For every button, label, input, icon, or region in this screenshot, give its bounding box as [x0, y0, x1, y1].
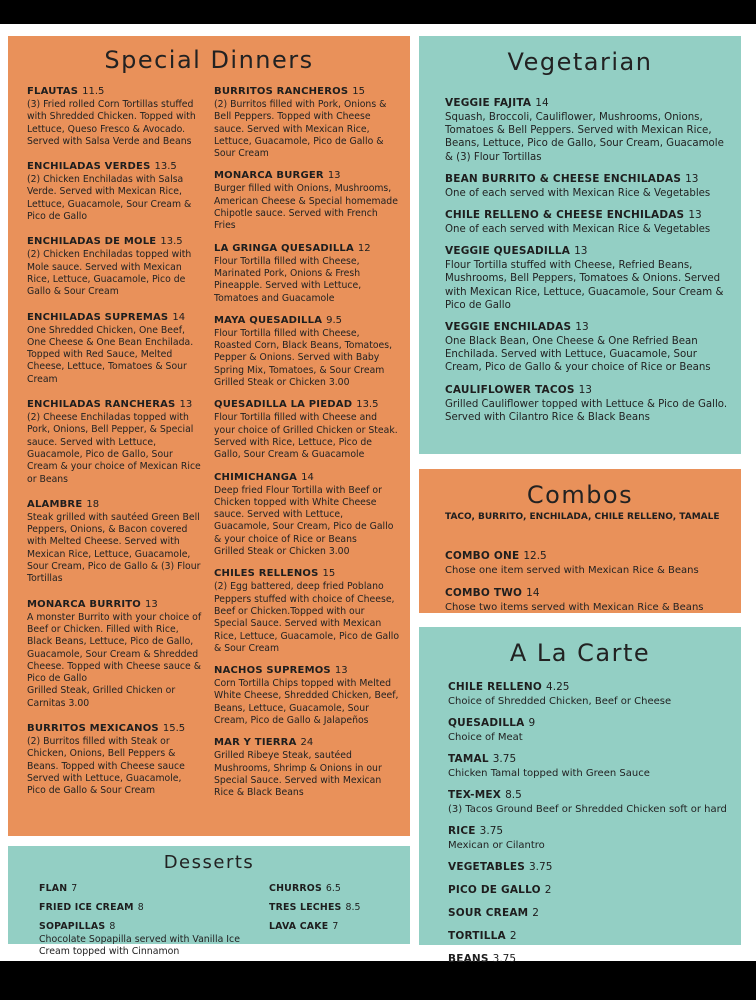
- combos-subtitle: TACO, BURRITO, ENCHILADA, CHILE RELLENO, TAMALE: [445, 512, 720, 522]
- vegetarian-panel: [419, 36, 741, 454]
- item-description: Flour Tortilla stuffed with Cheese, Refried Beans, Mushrooms, Bell Peppers, Tomatoes & Onions. Served with Mexican Rice, Lettuce, Guacamole, Sour Cream & Pico de Gallo: [445, 260, 724, 311]
- menu-item-tres-leches: [269, 897, 399, 915]
- item-price: 13.5: [154, 161, 177, 173]
- desserts-right-column: [269, 878, 399, 935]
- menu-item-enchiladas-supremas: [27, 307, 203, 386]
- item-extra: Grilled Steak or Chicken 3.00: [214, 546, 350, 558]
- item-price: 2: [532, 907, 539, 919]
- menu-item-cauliflower-tacos: [445, 380, 729, 424]
- menu-item-monarca-burrito: [27, 594, 203, 710]
- alacarte-panel: [419, 627, 741, 965]
- item-extra: Grilled Steak, Grilled Chicken or Carnitas 3.00: [27, 685, 176, 709]
- menu-item-veggie-enchiladas: [445, 317, 729, 375]
- special-right-column: [214, 81, 400, 804]
- item-name: BURRITOS RANCHEROS: [214, 86, 349, 97]
- menu-item-tex-mex: [448, 785, 732, 816]
- item-name: CHILE RELLENO & CHEESE ENCHILADAS: [445, 209, 685, 222]
- menu-item-monarca-burger: [214, 165, 400, 232]
- item-description: Corn Tortilla Chips topped with Melted White Cheese, Shredded Chicken, Beef, Beans, Lettuce, Guacamole, Sour Cream, Pico de Gallo & Jalapeños: [214, 678, 399, 726]
- item-description: Burger filled with Onions, Mushrooms, American Cheese & Special homemade Chipotle sauce. Served with French Fries: [214, 183, 398, 232]
- menu-item-flan: [39, 878, 249, 896]
- item-price: 13: [685, 172, 699, 185]
- item-name: MAR Y TIERRA: [214, 737, 297, 749]
- item-name: TAMAL: [448, 753, 489, 765]
- menu-item-combo-two: [445, 583, 729, 614]
- item-name: QUESADILLA LA PIEDAD: [214, 399, 353, 411]
- item-price: 13: [578, 383, 592, 396]
- item-description: (2) Burritos filled with Pork, Onions & Bell Peppers. Topped with Cheese sauce. Served with Mexican Rice, Lettuce, Guacamole, Pico de Gallo & Sour Cream: [214, 99, 387, 160]
- item-description: One Black Bean, One Cheese & One Refried Bean Enchilada. Served with Lettuce, Guacamole, Sour Cream, Pico de Gallo & your choice of Rice or Beans: [445, 336, 711, 374]
- special-dinners-panel: [8, 36, 410, 836]
- item-name: CAULIFLOWER TACOS: [445, 383, 575, 396]
- item-name: ENCHILADAS RANCHERAS: [27, 399, 176, 411]
- item-price: 15: [352, 86, 365, 97]
- item-description: Squash, Broccoli, Cauliflower, Mushrooms, Onions, Tomatoes & Bell Peppers. Served with Mexican Rice, Beans, Lettuce, Pico de Gallo, Sour Cream, Guacamole & (3) Flour Tortillas: [445, 112, 724, 163]
- item-description: Flour Tortilla filled with Cheese, Roasted Corn, Black Beans, Tomatoes, Pepper & Onions. Served with Baby Spring Mix, Tomatoes, & Sour Cream: [214, 327, 393, 376]
- item-price: 6.5: [325, 883, 341, 894]
- item-price: 12.5: [523, 550, 547, 562]
- item-description: Flour Tortilla filled with Cheese and your choice of Grilled Chicken or Steak. Served with Rice, Lettuce, Pico de Gallo, Sour Cream & Guacamole: [214, 412, 398, 461]
- item-price: 8: [109, 921, 116, 932]
- menu-item-tamal: [448, 749, 732, 780]
- menu-item-chiles-rellenos: [214, 563, 400, 655]
- item-price: 2: [544, 884, 552, 896]
- item-description: (2) Chicken Enchiladas with Salsa Verde. Served with Mexican Rice, Lettuce, Guacamole, Sour Cream & Pico de Gallo: [27, 174, 192, 223]
- item-price: 2: [509, 930, 517, 942]
- item-price: 3.75: [492, 953, 517, 965]
- menu-item-sour-cream: [448, 903, 732, 921]
- item-description: (2) Chicken Enchiladas topped with Mole sauce. Served with Mexican Rice, Lettuce, Guacamole, Pico de Gallo & Sour Cream: [27, 249, 192, 298]
- vegetarian-title: Vegetarian: [507, 48, 653, 76]
- desserts-panel: [8, 846, 410, 958]
- item-description: (3) Tacos Ground Beef or Shredded Chicken soft or hard: [448, 804, 727, 815]
- item-price: 13: [327, 170, 341, 182]
- item-description: (2) Burritos filled with Steak or Chicken, Onions, Bell Peppers & Beans. Topped with Cheese sauce Served with Lettuce, Guacamole, Pico de Gallo & Sour Cream: [27, 735, 185, 797]
- item-price: 13: [179, 399, 193, 411]
- menu-item-quesadilla-la-piedad: [214, 394, 400, 461]
- item-price: 15: [322, 568, 336, 580]
- item-description: Deep fried Flour Tortilla with Beef or Chicken topped with White Cheese sauce. Served with Lettuce, Guacamole, Sour Cream, Pico de Gallo & your choice of Rice or Beans: [214, 484, 394, 545]
- menu-item-lava-cake: [269, 916, 399, 934]
- item-description: Choice of Meat: [448, 732, 523, 743]
- item-name: CHURROS: [269, 883, 322, 894]
- item-name: CHILE RELLENO: [448, 681, 543, 693]
- item-price: 9: [528, 717, 536, 729]
- menu-item-tortilla: [448, 926, 732, 944]
- menu-item-rice: [448, 821, 732, 852]
- item-name: BEANS: [448, 953, 489, 965]
- menu-item-chile-relleno-cheese-enchiladas: [445, 205, 729, 236]
- item-name: ENCHILADAS SUPREMAS: [27, 311, 169, 323]
- menu-item-beans: [448, 949, 732, 967]
- item-price: 13: [575, 321, 589, 334]
- item-name: VEGGIE ENCHILADAS: [445, 321, 572, 334]
- item-price: 14: [535, 97, 549, 109]
- item-description: One of each served with Mexican Rice & Vegetables: [445, 224, 711, 236]
- item-price: 12: [357, 242, 371, 254]
- item-price: 8: [137, 902, 144, 913]
- item-name: NACHOS SUPREMOS: [214, 665, 331, 677]
- combos-title: Combos: [526, 481, 634, 509]
- item-name: VEGETABLES: [448, 861, 525, 873]
- item-name: SOUR CREAM: [448, 907, 529, 919]
- menu-item-sopapillas: [39, 916, 249, 959]
- item-price: 13: [574, 245, 588, 258]
- menu-item-chimichanga: [214, 467, 400, 559]
- item-description: Mexican or Cilantro: [448, 840, 545, 851]
- menu-item-bean-burrito-cheese-enchiladas: [445, 169, 729, 200]
- item-name: FLAUTAS: [27, 86, 79, 97]
- item-description: Chose one item served with Mexican Rice & Beans: [445, 565, 699, 576]
- item-price: 9.5: [326, 314, 343, 326]
- item-price: 14: [301, 471, 314, 483]
- menu-item-alambre: [27, 494, 203, 586]
- item-name: MAYA QUESADILLA: [214, 314, 323, 326]
- item-name: CHIMICHANGA: [214, 471, 298, 483]
- item-name: TRES LECHES: [269, 902, 342, 913]
- item-price: 24: [300, 737, 314, 749]
- item-price: 13: [688, 209, 702, 222]
- menu-item-quesadilla: [448, 713, 732, 744]
- item-name: BEAN BURRITO & CHEESE ENCHILADAS: [445, 172, 682, 185]
- item-price: 13.5: [356, 399, 379, 411]
- menu-item-mar-y-tierra: [214, 732, 400, 799]
- item-price: 8.5: [345, 902, 361, 913]
- item-description: Chose two items served with Mexican Rice & Beans: [445, 602, 704, 613]
- alacarte-title: A La Carte: [509, 639, 651, 667]
- menu-item-la-gringa-quesadilla: [214, 238, 400, 305]
- item-name: MONARCA BURRITO: [27, 598, 142, 610]
- item-description: (2) Cheese Enchiladas topped with Pork, Onions, Bell Pepper, & Special sauce. Served with Lettuce, Guacamole, Pico de Gallo, Sour Cream & your choice of Mexican Rice or Beans: [27, 412, 201, 485]
- item-description: Grilled Cauliflower topped with Lettuce & Pico de Gallo. Served with Cilantro Rice & Black Beans: [445, 398, 728, 423]
- item-price: 14: [172, 311, 186, 323]
- item-description: Flour Tortilla filled with Cheese, Marinated Pork, Onions & Fresh Pineapple. Served with Lettuce, Tomatoes and Guacamole: [214, 255, 362, 304]
- item-description: Grilled Ribeye Steak, sautéed Mushrooms, Shrimp & Onions in our Special Sauce. Served with Mexican Rice & Black Beans: [214, 750, 382, 799]
- combos-list: [445, 546, 729, 620]
- item-description: Chocolate Sopapilla served with Vanilla Ice Cream topped with Cinnamon: [39, 934, 240, 958]
- item-price: 14: [526, 587, 540, 599]
- item-name: ALAMBRE: [27, 498, 83, 510]
- item-name: TORTILLA: [448, 930, 506, 942]
- item-name: ENCHILADAS VERDES: [27, 161, 151, 173]
- menu-item-churros: [269, 878, 399, 896]
- menu-item-enchiladas-rancheras: [27, 394, 203, 486]
- item-name: SOPAPILLAS: [39, 921, 106, 932]
- menu-sheet: [0, 24, 756, 965]
- special-dinners-title: Special Dinners: [104, 46, 314, 74]
- menu-item-veggie-fajita: [445, 93, 729, 164]
- alacarte-list: [448, 677, 732, 972]
- item-name: CHILES RELLENOS: [214, 568, 319, 580]
- item-price: 4.25: [546, 681, 570, 693]
- item-price: 3.75: [529, 861, 553, 873]
- item-price: 13.5: [160, 236, 183, 248]
- item-price: 15.5: [162, 722, 186, 734]
- item-price: 7: [71, 883, 78, 894]
- item-name: QUESADILLA: [448, 717, 525, 729]
- item-name: COMBO TWO: [445, 587, 523, 599]
- menu-item-fried-ice-cream: [39, 897, 249, 915]
- item-name: VEGGIE QUESADILLA: [445, 245, 571, 258]
- item-extra: Grilled Steak or Chicken 3.00: [214, 377, 350, 389]
- menu-item-maya-quesadilla: [214, 310, 400, 389]
- special-left-column: [27, 81, 203, 805]
- item-name: VEGGIE FAJITA: [445, 97, 532, 109]
- item-description: Steak grilled with sautéed Green Bell Peppers, Onions, & Bacon covered with Melted Cheese. Served with Mexican Rice, Lettuce, Guacamole, Sour Cream, Pico de Gallo & (3) Flour Tortillas: [27, 511, 201, 585]
- menu-item-veggie-quesadilla: [445, 241, 729, 312]
- item-description: (2) Egg battered, deep fried Poblano Peppers stuffed with choice of Cheese, Beef or Chicken.Topped with our Special Sauce. Served with Mexican Rice, Lettuce, Guacamole, Pico de Gallo & Sour Cream: [214, 581, 400, 654]
- item-description: A monster Burrito with your choice of Beef or Chicken. Filled with Rice, Black Beans, Lettuce, Pico de Gallo, Guacamole, Sour Cream & Shredded Cheese. Topped with Cheese sauce & Pico de Gallo: [27, 611, 202, 685]
- menu-item-chile-relleno: [448, 677, 732, 708]
- menu-item-combo-one: [445, 546, 729, 577]
- item-description: One of each served with Mexican Rice & Vegetables: [445, 187, 711, 199]
- item-price: 18: [86, 498, 100, 510]
- item-name: LAVA CAKE: [269, 921, 329, 932]
- item-price: 3.75: [492, 753, 517, 765]
- item-price: 7: [332, 921, 339, 932]
- menu-item-flautas: [27, 81, 203, 148]
- item-name: RICE: [448, 825, 476, 837]
- combos-panel: [419, 469, 741, 613]
- desserts-left-column: [39, 878, 249, 960]
- item-description: One Shredded Chicken, One Beef, One Cheese & One Bean Enchilada. Topped with Red Sauce, Melted Cheese, Lettuce, Tomatoes & Sour Cream: [27, 324, 194, 385]
- item-name: COMBO ONE: [445, 550, 520, 562]
- item-description: (3) Fried rolled Corn Tortillas stuffed with Shredded Chicken. Topped with Lettuce, Queso Fresco & Avocado. Served with Salsa Verde and Beans: [27, 99, 196, 147]
- menu-item-nachos-supremos: [214, 660, 400, 727]
- menu-item-pico-de-gallo: [448, 880, 732, 898]
- item-description: Chicken Tamal topped with Green Sauce: [448, 768, 650, 779]
- menu-item-burritos-rancheros: [214, 81, 400, 160]
- menu-item-vegetables: [448, 857, 732, 875]
- vegetarian-list: [445, 93, 729, 429]
- item-price: 8.5: [505, 789, 522, 801]
- menu-item-enchiladas-verdes: [27, 156, 203, 223]
- item-name: LA GRINGA QUESADILLA: [214, 242, 354, 254]
- item-name: ENCHILADAS DE MOLE: [27, 236, 157, 248]
- item-name: FLAN: [39, 883, 68, 894]
- item-price: 13: [145, 598, 158, 610]
- item-description: Choice of Shredded Chicken, Beef or Cheese: [448, 696, 672, 707]
- item-name: MONARCA BURGER: [214, 170, 324, 182]
- item-name: BURRITOS MEXICANOS: [27, 722, 159, 734]
- menu-item-burritos-mexicanos: [27, 718, 203, 797]
- item-price: 11.5: [82, 86, 105, 97]
- item-price: 3.75: [479, 825, 504, 837]
- item-name: PICO DE GALLO: [448, 884, 541, 896]
- item-price: 13: [334, 665, 348, 677]
- menu-item-enchiladas-de-mole: [27, 231, 203, 298]
- item-name: TEX-MEX: [448, 789, 502, 801]
- item-name: FRIED ICE CREAM: [39, 902, 134, 913]
- desserts-title: Desserts: [163, 852, 255, 873]
